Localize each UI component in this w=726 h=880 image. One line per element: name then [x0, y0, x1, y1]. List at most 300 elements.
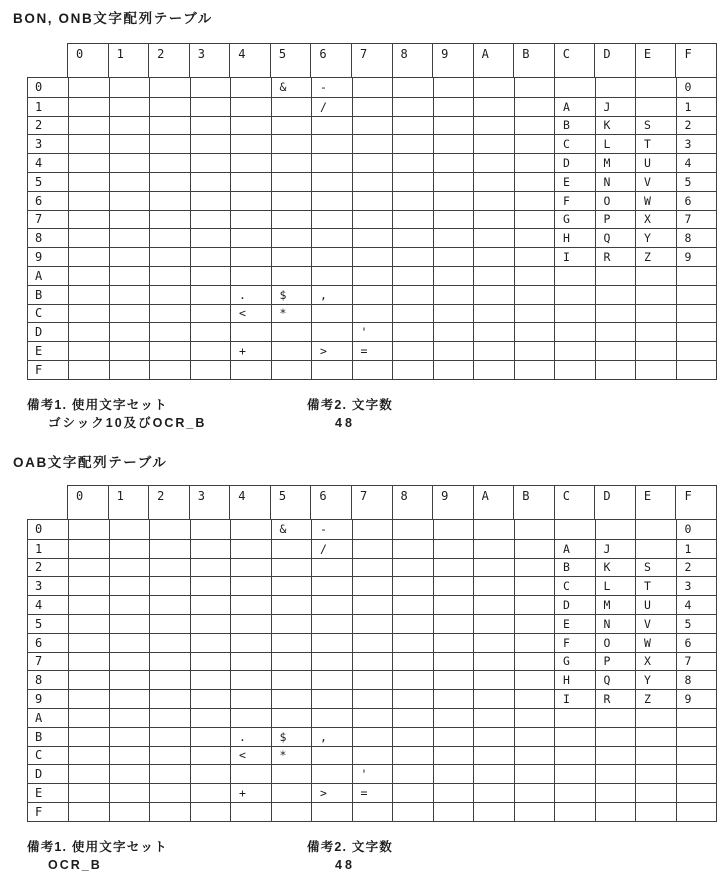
grid-cell — [514, 98, 555, 116]
row-header: A — [35, 710, 43, 725]
grid-cell — [554, 520, 595, 539]
grid-cell — [473, 690, 514, 708]
grid-cell: W — [635, 192, 676, 210]
grid-cell — [230, 690, 271, 708]
row-header: 9 — [35, 692, 43, 707]
grid-cell — [392, 765, 433, 783]
grid-cell — [190, 559, 231, 577]
grid-cell — [149, 728, 190, 746]
grid-cell — [392, 98, 433, 116]
grid-cell: 0 — [676, 78, 717, 97]
table-row — [28, 595, 716, 614]
table-row — [28, 266, 716, 285]
grid-cell — [311, 323, 352, 341]
grid-cell: R — [595, 248, 636, 266]
grid-cell — [109, 520, 150, 539]
grid-cell — [352, 78, 393, 97]
grid-cell — [473, 211, 514, 229]
grid-cell — [392, 690, 433, 708]
table1-character-grid — [27, 43, 717, 380]
table-row — [28, 304, 716, 323]
table-row — [28, 689, 716, 708]
grid-cell — [311, 690, 352, 708]
grid-cell: R — [595, 690, 636, 708]
grid-cell — [68, 78, 109, 97]
grid-cell — [473, 765, 514, 783]
grid-cell — [109, 803, 150, 821]
row-header: 7 — [35, 212, 43, 227]
grid-cell — [676, 305, 717, 323]
note-charset-value: OCR_B — [48, 858, 102, 872]
grid-cell — [311, 559, 352, 577]
grid-cell — [68, 559, 109, 577]
grid-cell — [635, 709, 676, 727]
grid-cell — [149, 342, 190, 360]
grid-cell — [595, 709, 636, 727]
grid-cell — [311, 709, 352, 727]
grid-cell — [635, 361, 676, 379]
grid-cell — [149, 559, 190, 577]
grid-cell — [271, 559, 312, 577]
grid-cell: M — [595, 154, 636, 172]
grid-cell: T — [635, 135, 676, 153]
grid-cell — [149, 784, 190, 802]
grid-cell — [514, 342, 555, 360]
note-count — [307, 396, 393, 432]
grid-cell — [595, 78, 636, 97]
grid-cell — [109, 615, 150, 633]
table-row — [28, 78, 716, 97]
grid-cell — [635, 323, 676, 341]
grid-cell — [109, 229, 150, 247]
grid-cell — [190, 615, 231, 633]
grid-cell — [433, 98, 474, 116]
grid-cell — [392, 803, 433, 821]
grid-cell — [433, 361, 474, 379]
grid-cell — [109, 671, 150, 689]
grid-cell — [230, 117, 271, 135]
grid-cell — [149, 577, 190, 595]
grid-cell — [514, 709, 555, 727]
grid-cell — [392, 784, 433, 802]
column-header: 6 — [310, 486, 351, 519]
grid-cell — [473, 520, 514, 539]
grid-cell — [271, 803, 312, 821]
grid-cell — [230, 803, 271, 821]
grid-cell — [433, 78, 474, 97]
grid-cell — [514, 361, 555, 379]
grid-cell — [352, 98, 393, 116]
grid-cell: U — [635, 154, 676, 172]
row-header: 5 — [35, 174, 43, 189]
grid-cell — [230, 653, 271, 671]
row-header: D — [35, 325, 43, 340]
grid-cell — [190, 540, 231, 558]
grid-cell: G — [554, 211, 595, 229]
grid-cell — [514, 784, 555, 802]
column-header: C — [554, 44, 595, 77]
grid-cell — [392, 709, 433, 727]
grid-cell: D — [554, 154, 595, 172]
grid-cell — [68, 690, 109, 708]
grid-cell — [352, 540, 393, 558]
grid-cell — [109, 747, 150, 765]
grid-cell: V — [635, 173, 676, 191]
grid-cell: A — [554, 98, 595, 116]
table-row — [28, 746, 716, 765]
grid-cell: + — [230, 784, 271, 802]
grid-cell — [595, 747, 636, 765]
grid-cell — [554, 286, 595, 304]
grid-cell — [190, 596, 231, 614]
row-header: 4 — [35, 156, 43, 171]
column-header-row — [67, 485, 717, 519]
grid-cell — [473, 192, 514, 210]
grid-cell: K — [595, 559, 636, 577]
grid-cell — [68, 728, 109, 746]
grid-cell — [68, 765, 109, 783]
grid-cell — [149, 286, 190, 304]
grid-cell — [352, 361, 393, 379]
grid-cell — [109, 267, 150, 285]
grid-cell — [352, 117, 393, 135]
grid-cell: 7 — [676, 653, 717, 671]
grid-cell — [190, 671, 231, 689]
grid-cell — [392, 323, 433, 341]
table-row — [28, 614, 716, 633]
note-charset-label: 備考1. 使用文字セット — [27, 840, 168, 854]
grid-cell — [392, 135, 433, 153]
grid-cell — [433, 615, 474, 633]
grid-cell — [433, 784, 474, 802]
grid-cell — [149, 653, 190, 671]
grid-cell — [230, 520, 271, 539]
grid-cell — [311, 154, 352, 172]
grid-cell — [595, 520, 636, 539]
grid-cell: $ — [271, 728, 312, 746]
grid-cell — [68, 671, 109, 689]
grid-cell — [230, 709, 271, 727]
grid-cell — [311, 305, 352, 323]
row-header: 0 — [35, 522, 43, 537]
grid-cell — [352, 192, 393, 210]
grid-cell — [473, 154, 514, 172]
grid-cell — [392, 653, 433, 671]
grid-cell: > — [311, 784, 352, 802]
grid-cell — [514, 634, 555, 652]
grid-cell — [473, 248, 514, 266]
grid-cell — [352, 229, 393, 247]
grid-cell — [433, 323, 474, 341]
grid-cell — [554, 747, 595, 765]
grid-cell — [473, 615, 514, 633]
grid-cell: Y — [635, 671, 676, 689]
grid-cell — [352, 135, 393, 153]
grid-cell — [271, 634, 312, 652]
table-row — [28, 764, 716, 783]
grid-cell — [109, 690, 150, 708]
grid-cell — [149, 615, 190, 633]
grid-cell — [68, 117, 109, 135]
grid-cell — [352, 173, 393, 191]
grid-cell — [109, 117, 150, 135]
grid-cell — [514, 596, 555, 614]
grid-cell — [149, 135, 190, 153]
grid-cell — [595, 286, 636, 304]
grid-cell: = — [352, 342, 393, 360]
grid-cell — [392, 671, 433, 689]
grid-cell — [190, 577, 231, 595]
column-header: 2 — [148, 486, 189, 519]
grid-cell: I — [554, 690, 595, 708]
grid-cell — [433, 192, 474, 210]
grid-cell: A — [554, 540, 595, 558]
table-row — [28, 727, 716, 746]
grid-cell — [433, 154, 474, 172]
grid-cell — [68, 634, 109, 652]
grid-cell — [109, 577, 150, 595]
grid-cell — [352, 596, 393, 614]
grid-cell — [392, 117, 433, 135]
column-header: 4 — [229, 486, 270, 519]
grid-cell — [68, 286, 109, 304]
grid-cell: & — [271, 520, 312, 539]
grid-cell: 4 — [676, 596, 717, 614]
grid-cell: / — [311, 98, 352, 116]
grid-cell — [190, 211, 231, 229]
grid-cell — [190, 803, 231, 821]
grid-cell — [68, 248, 109, 266]
grid-cell — [311, 596, 352, 614]
grid-cell — [68, 173, 109, 191]
column-header: F — [675, 486, 716, 519]
note-count-value: 48 — [335, 858, 355, 872]
grid-cell — [149, 173, 190, 191]
column-header: 9 — [432, 44, 473, 77]
grid-cell — [149, 78, 190, 97]
grid-cell: I — [554, 248, 595, 266]
grid-cell — [68, 577, 109, 595]
grid-cell — [190, 78, 231, 97]
grid-cell: 7 — [676, 211, 717, 229]
table-row — [28, 247, 716, 266]
grid-cell: L — [595, 135, 636, 153]
column-header: F — [675, 44, 716, 77]
grid-cell — [595, 342, 636, 360]
grid-cell — [433, 135, 474, 153]
grid-cell — [190, 323, 231, 341]
grid-cell — [473, 78, 514, 97]
grid-cell — [271, 765, 312, 783]
grid-cell — [109, 154, 150, 172]
grid-cell — [433, 229, 474, 247]
grid-cell — [473, 229, 514, 247]
grid-cell: B — [554, 559, 595, 577]
grid-cell — [149, 540, 190, 558]
grid-cell: C — [554, 577, 595, 595]
grid-cell — [311, 671, 352, 689]
column-header: A — [473, 44, 514, 77]
grid-cell — [392, 192, 433, 210]
grid-cell — [149, 211, 190, 229]
grid-cell — [68, 229, 109, 247]
grid-cell — [230, 78, 271, 97]
grid-cell — [271, 154, 312, 172]
grid-cell: + — [230, 342, 271, 360]
grid-cell — [635, 98, 676, 116]
table-row — [28, 341, 716, 360]
grid-cell — [311, 765, 352, 783]
grid-cell: Z — [635, 248, 676, 266]
grid-cell — [676, 342, 717, 360]
grid-cell: X — [635, 211, 676, 229]
grid-cell — [271, 229, 312, 247]
grid-cell — [230, 173, 271, 191]
note-count-label: 備考2. 文字数 — [307, 840, 393, 854]
table-row — [28, 539, 716, 558]
grid-cell — [271, 323, 312, 341]
grid-cell — [190, 248, 231, 266]
grid-cell — [149, 248, 190, 266]
grid-cell — [311, 747, 352, 765]
grid-cell: 1 — [676, 540, 717, 558]
grid-cell — [149, 361, 190, 379]
grid-cell — [554, 803, 595, 821]
row-header: 0 — [35, 80, 43, 95]
grid-cell: J — [595, 540, 636, 558]
grid-cell — [554, 305, 595, 323]
grid-cell — [271, 709, 312, 727]
grid-cell — [109, 135, 150, 153]
grid-cell: J — [595, 98, 636, 116]
grid-cell — [109, 173, 150, 191]
grid-cell — [473, 671, 514, 689]
grid-cell — [230, 154, 271, 172]
grid-cell — [109, 361, 150, 379]
table-row — [28, 652, 716, 671]
grid-cell — [433, 248, 474, 266]
grid-cell — [109, 559, 150, 577]
grid-cell — [230, 229, 271, 247]
grid-cell — [271, 173, 312, 191]
grid-cell — [68, 342, 109, 360]
grid-cell — [392, 596, 433, 614]
grid-cell — [230, 192, 271, 210]
grid-cell — [230, 248, 271, 266]
grid-cell: Q — [595, 671, 636, 689]
note-count-label: 備考2. 文字数 — [307, 398, 393, 412]
grid-cell — [392, 267, 433, 285]
grid-cell — [352, 728, 393, 746]
grid-cell — [514, 728, 555, 746]
grid-cell — [514, 747, 555, 765]
grid-cell: 2 — [676, 559, 717, 577]
table-row — [28, 172, 716, 191]
grid-cell — [149, 709, 190, 727]
grid-cell: , — [311, 728, 352, 746]
grid-cell — [635, 342, 676, 360]
grid-cell — [271, 248, 312, 266]
grid-cell — [676, 728, 717, 746]
grid-cell — [68, 323, 109, 341]
grid-cell — [635, 765, 676, 783]
grid-cell — [68, 784, 109, 802]
grid-cell — [514, 135, 555, 153]
table2-notes — [27, 838, 687, 878]
row-header: 9 — [35, 250, 43, 265]
grid-cell — [109, 634, 150, 652]
grid-cell — [230, 671, 271, 689]
grid-cell — [676, 803, 717, 821]
grid-cell — [433, 559, 474, 577]
grid-cell — [271, 653, 312, 671]
grid-cell — [271, 192, 312, 210]
grid-cell: ' — [352, 765, 393, 783]
grid-cell — [190, 229, 231, 247]
grid-cell — [514, 154, 555, 172]
grid-cell: F — [554, 192, 595, 210]
grid-cell — [676, 747, 717, 765]
grid-cell — [352, 615, 393, 633]
grid-cell — [311, 577, 352, 595]
grid-cell — [149, 765, 190, 783]
grid-cell — [473, 596, 514, 614]
row-header: D — [35, 767, 43, 782]
column-header: 4 — [229, 44, 270, 77]
grid-cell — [392, 173, 433, 191]
table-row — [28, 520, 716, 539]
grid-cell — [352, 671, 393, 689]
grid-cell — [473, 173, 514, 191]
grid-cell — [68, 135, 109, 153]
grid-cell — [433, 286, 474, 304]
grid-cell: U — [635, 596, 676, 614]
grid-cell — [271, 690, 312, 708]
grid-cell: Y — [635, 229, 676, 247]
table-row — [28, 576, 716, 595]
grid-cell — [392, 559, 433, 577]
grid-cell — [149, 323, 190, 341]
row-header: 6 — [35, 635, 43, 650]
grid-cell — [433, 577, 474, 595]
grid-cell: L — [595, 577, 636, 595]
grid-cell — [352, 709, 393, 727]
grid-cell — [352, 634, 393, 652]
grid-cell — [149, 634, 190, 652]
column-header: E — [635, 486, 676, 519]
column-header: 6 — [310, 44, 351, 77]
grid-cell — [595, 728, 636, 746]
column-header: 1 — [108, 44, 149, 77]
grid-cell — [514, 78, 555, 97]
grid-cell — [190, 747, 231, 765]
grid-cell — [109, 653, 150, 671]
grid-cell — [392, 634, 433, 652]
grid-cell — [271, 342, 312, 360]
table-row — [28, 134, 716, 153]
grid-cell — [676, 784, 717, 802]
grid-cell: E — [554, 173, 595, 191]
grid-cell — [514, 520, 555, 539]
row-header: 4 — [35, 598, 43, 613]
grid-cell — [392, 577, 433, 595]
grid-cell — [271, 596, 312, 614]
grid-cell — [352, 747, 393, 765]
table-row — [28, 670, 716, 689]
grid-cell — [433, 653, 474, 671]
grid-cell: K — [595, 117, 636, 135]
grid-cell — [311, 803, 352, 821]
